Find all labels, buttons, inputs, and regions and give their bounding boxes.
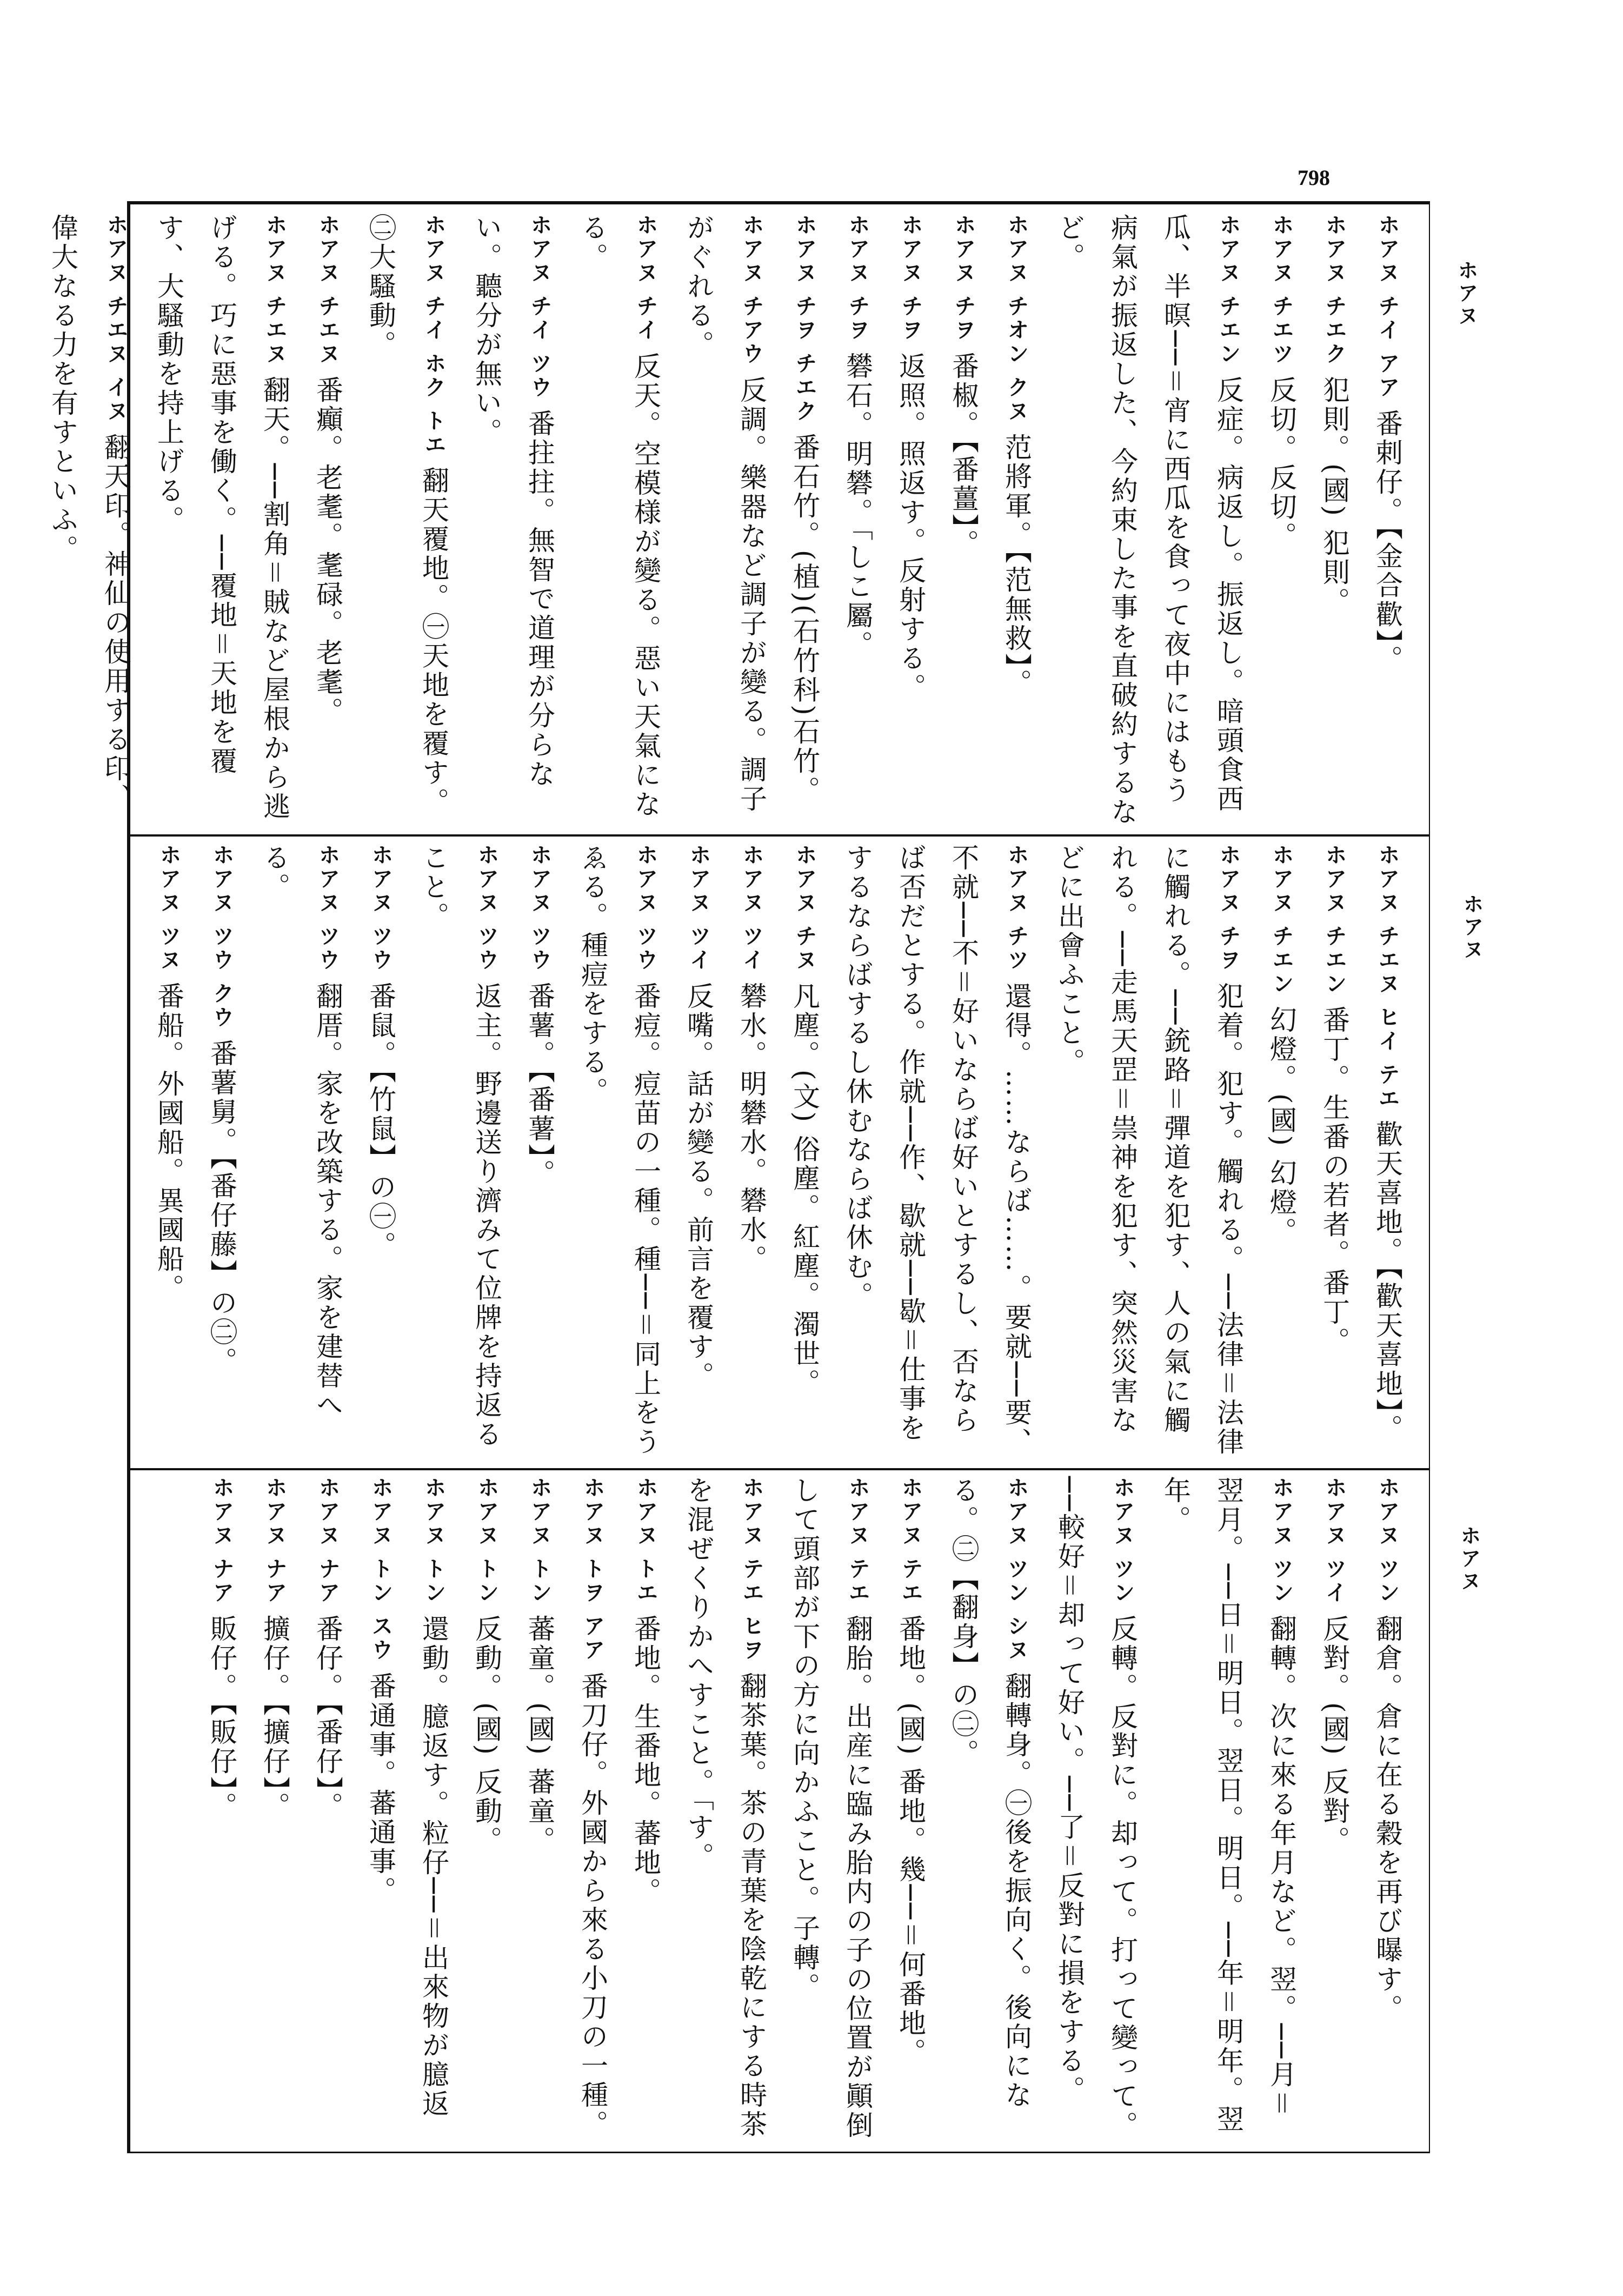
dictionary-entry	[672, 214, 778, 830]
dictionary-entry	[407, 844, 513, 1464]
entry-definition: 翻天。──割角＝賊など屋根から逃げる。巧に惡事を働く。──覆地＝天地を覆す、大騷動を持上げる。	[153, 214, 290, 822]
entry-headword: ホアヌ チエヌ イヌ	[103, 214, 128, 433]
entry-definition: 番薯。【番薯】。	[524, 981, 555, 1189]
entry-definition: 番剌仔。【金合歡】。	[1372, 409, 1403, 674]
entry-headword: ホアヌ ツウ	[315, 844, 340, 982]
running-header: ホアヌ	[1454, 260, 1478, 328]
entry-headword: ホアヌ ツイ	[1322, 1476, 1347, 1615]
entry-headword: ホアヌ チイ	[633, 214, 658, 352]
entry-definition: 反嘴。話が變る。前言を覆す。	[683, 981, 714, 1391]
dictionary-entry	[1149, 1476, 1308, 2147]
entry-definition: 蕃童。(國) 蕃童。	[524, 1614, 555, 1855]
dictionary-entry	[1308, 214, 1361, 830]
entry-definition: 番石竹。(植)(石竹科)石竹。	[789, 433, 820, 805]
entry-headword: ホアヌ チアウ	[739, 214, 764, 376]
entry-headword: ホアヌ チツ	[1004, 844, 1029, 982]
entry-definition: 番拄拄。無智で道理が分らない。聽分が無い。	[471, 214, 555, 789]
entry-headword: ホアヌ ツン	[1269, 1476, 1294, 1615]
dictionary-entry	[460, 214, 566, 830]
running-header: ホアヌ	[1457, 1525, 1481, 1593]
dictionary-entry	[937, 1476, 1043, 2147]
entry-definition: 番仔。【番仔】。	[312, 1614, 343, 1821]
dictionary-entry	[36, 214, 142, 830]
entry-definition: 反調。樂器など調子が變る。調子がぐれる。	[683, 214, 767, 814]
dictionary-section-top	[47, 214, 1430, 830]
entry-headword: ホアヌ テエ ヒヲ	[739, 1476, 764, 1672]
dictionary-section-middle	[132, 844, 1430, 1464]
entry-definition: 翻天覆地。㊀天地を覆す。㊁大騷動。	[365, 214, 449, 817]
entry-headword: ホアヌ チイ ホク トエ	[421, 214, 446, 467]
entry-headword: ホアヌ チエク	[1322, 214, 1347, 376]
dictionary-entry	[513, 1476, 566, 2147]
entry-definition: 番地。(國) 番地。幾──＝何番地。	[895, 1614, 926, 2067]
entry-headword: ホアヌ ツウ	[368, 844, 393, 982]
dictionary-entry	[1043, 844, 1255, 1464]
entry-headword: ホアヌ テエ	[845, 1476, 870, 1615]
entry-definition: 犯着。犯す。觸れる。──法律＝法律に觸れる。──銃路＝彈道を犯す、人の氣に觸れる。──走馬天罡＝祟神を犯す、突然災害などに出會ふこと。	[1054, 844, 1244, 1457]
entry-definition: 反天。空模様が變る。惡い天氣になる。	[577, 214, 661, 819]
entry-definition: 販仔。【販仔】。	[206, 1614, 237, 1821]
entry-headword: ホアヌ チヲ	[898, 214, 923, 352]
dictionary-entry	[195, 844, 248, 1464]
entry-definition: 反動。(國) 反動。	[471, 1614, 502, 1855]
dictionary-entry	[513, 844, 566, 1464]
entry-headword: ホアヌ チエヌ ヒイ テエ	[1375, 844, 1400, 1120]
entry-definition: 犯則。(國) 犯則。	[1319, 375, 1350, 616]
entry-definition: 番痘。痘苗の一種。種──＝同上をうゑる。種痘をする。	[577, 844, 661, 1457]
entry-headword: ホアヌ チエヌ	[262, 214, 287, 376]
dictionary-entry	[301, 1476, 354, 2147]
dictionary-entry	[566, 1476, 619, 2147]
running-header: ホアヌ	[1460, 893, 1484, 961]
entry-definition: 番通事。蕃通事。	[365, 1671, 396, 1906]
entry-headword: ホアヌ トン	[527, 1476, 552, 1615]
dictionary-entry	[195, 1476, 248, 2147]
entry-headword: ホアヌ ナア	[315, 1476, 340, 1615]
dictionary-entry	[248, 844, 354, 1464]
dictionary-entry	[672, 844, 725, 1464]
dictionary-entry	[460, 1476, 513, 2147]
entry-headword: ホアヌ トン	[421, 1476, 446, 1615]
entry-definition: 番鼠。【竹鼠】の㊀。	[365, 981, 396, 1260]
entry-definition: 反症。病返し。振返し。暗頭食西瓜、半暝──＝宵に西瓜を食って夜中にはもう病氣が振返した、今約束した事を直破約するなど。	[1054, 214, 1244, 827]
entry-headword: ホアヌ ツン	[1375, 1476, 1400, 1615]
entry-headword: ホアヌ チイ アア	[1375, 214, 1400, 409]
entry-definition: 番癲。老耄。耄碌。老耄。	[312, 375, 343, 726]
dictionary-entry	[301, 214, 354, 830]
dictionary-entry	[884, 1476, 937, 2147]
entry-definition: 翻轉身。㊀後を振向く。後向になる。㊁【翻身】の㊁。	[948, 1476, 1032, 2110]
entry-headword: ホアヌ ツウ	[527, 844, 552, 982]
entry-definition: 反對。(國) 反對。	[1319, 1614, 1350, 1855]
entry-definition: 翻轉。次に來る年月など。翌。──月＝翌月。──日＝明日。翌日。明日。──年＝明年。翌年。	[1160, 1476, 1297, 2134]
entry-headword: ホアヌ トエ	[633, 1476, 658, 1615]
entry-headword: ホアヌ チヲ	[951, 214, 976, 352]
entry-definition: 反切。反切。	[1266, 375, 1297, 551]
dictionary-entry	[831, 214, 884, 830]
dictionary-entry	[566, 844, 672, 1464]
entry-definition: 番船。外國船。異國船。	[153, 981, 184, 1303]
dictionary-entry	[1361, 214, 1414, 830]
entry-headword: ホアヌ チヲ	[1216, 844, 1241, 982]
entry-definition: 翻天印。神仙の使用する印、偉大なる力を有すといふ。	[47, 214, 131, 813]
dictionary-entry	[142, 844, 195, 1464]
entry-definition: 翻茶葉。茶の青葉を陰乾にする時茶を混ぜくりかへすこと。「す。	[683, 1476, 767, 2139]
entry-definition: 番椒。【番薑】。	[948, 351, 979, 559]
dictionary-entry	[566, 214, 672, 830]
entry-headword: ホアヌ ナア	[209, 1476, 234, 1615]
entry-headword: ホアヌ チヌ	[792, 844, 817, 982]
entry-headword: ホアヌ ツヌ	[156, 844, 181, 982]
dictionary-entry	[407, 1476, 460, 2147]
dictionary-entry	[1255, 844, 1308, 1464]
entry-definition: 擴仔。【擴仔】。	[259, 1614, 290, 1821]
dictionary-entry	[778, 1476, 884, 2147]
entry-headword: ホアヌ ナア	[262, 1476, 287, 1615]
dictionary-entry	[1043, 1476, 1149, 2147]
dictionary-entry	[1255, 214, 1308, 830]
dictionary-entry	[248, 1476, 301, 2147]
entry-headword: ホアヌ トン	[474, 1476, 499, 1615]
entry-headword: ホアヌ ツウ	[474, 844, 499, 982]
entry-headword: ホアヌ チヲ チエク	[792, 214, 817, 433]
entry-definition: 番薯舅。【番仔藤】の㊁。	[206, 1039, 237, 1376]
entry-headword: ホアヌ チエツ	[1269, 214, 1294, 376]
dictionary-entry	[831, 844, 1043, 1464]
entry-headword: ホアヌ ツイ	[739, 844, 764, 982]
entry-headword: ホアヌ ツウ クウ	[209, 844, 234, 1039]
entry-definition: 番刀仔。外國から來る小刀の一種。	[577, 1671, 608, 2139]
page-number: 798	[1298, 165, 1330, 190]
dictionary-entry	[619, 1476, 672, 2147]
dictionary-entry	[1308, 1476, 1361, 2147]
entry-headword: ホアヌ トン スウ	[368, 1476, 393, 1672]
entry-headword: ホアヌ ツイ	[686, 844, 711, 982]
dictionary-entry	[725, 844, 778, 1464]
dictionary-entry	[1361, 1476, 1414, 2147]
entry-definition: 番丁。生番の若者。番丁。	[1319, 1005, 1350, 1356]
dictionary-entry	[672, 1476, 778, 2147]
entry-headword: ホアヌ ツン	[1110, 1476, 1135, 1615]
entry-definition: 凡塵。(文) 俗塵。紅塵。濁世。	[789, 981, 820, 1398]
entry-definition: 返照。照返す。反射する。	[895, 351, 926, 702]
dictionary-entry	[990, 214, 1043, 830]
dictionary-entry	[354, 214, 460, 830]
entry-headword: ホアヌ ツン シヌ	[1004, 1476, 1029, 1672]
section-divider	[127, 1468, 1430, 1470]
dictionary-entry	[354, 844, 407, 1464]
entry-headword: ホアヌ ツウ	[633, 844, 658, 982]
entry-headword: ホアヌ テエ	[898, 1476, 923, 1615]
entry-headword: ホアヌ チエン	[1269, 844, 1294, 1006]
dictionary-entry	[1043, 214, 1255, 830]
dictionary-entry	[1361, 844, 1414, 1464]
entry-headword: ホアヌ チイ ツウ	[527, 214, 552, 409]
entry-headword: ホアヌ チエン	[1216, 214, 1241, 376]
entry-definition: 還動。臆返す。粒仔──＝出來物が臆返	[418, 1614, 449, 2119]
entry-definition: 還得。……ならば……。要就──要、不就──不＝好いならば好いとするし、否ならば否だとする。作就──作、歇就──歇＝仕事をするならばするし休むならば休む。	[842, 844, 1032, 1457]
dictionary-entry	[142, 214, 301, 830]
entry-definition: 范將軍。【范無救】。	[1001, 433, 1032, 698]
dictionary-section-bottom	[132, 1476, 1430, 2147]
dictionary-entry	[937, 214, 990, 830]
entry-definition: 翻倉。倉に在る穀を再び曝す。	[1372, 1614, 1403, 2023]
entry-headword: ホアヌ チヲ	[845, 214, 870, 352]
section-divider	[127, 834, 1430, 837]
dictionary-entry	[884, 214, 937, 830]
entry-headword: ホアヌ チエヌ	[315, 214, 340, 376]
entry-definition: 礬石。明礬。「しこ屬。	[842, 351, 873, 660]
dictionary-entry	[778, 214, 831, 830]
dictionary-entry	[778, 844, 831, 1464]
entry-headword: ホアヌ トヲ アア	[580, 1476, 605, 1672]
entry-definition: 幻燈。(國) 幻燈。	[1266, 1005, 1297, 1246]
entry-definition: 礬水。明礬水。礬水。	[736, 981, 767, 1274]
entry-headword: ホアヌ チエン	[1322, 844, 1347, 1006]
entry-definition: 返主。野邊送り濟みて位牌を持返ること。	[418, 844, 502, 1449]
dictionary-entry	[1308, 844, 1361, 1464]
entry-headword: ホアヌ チオン クヌ	[1004, 214, 1029, 433]
dictionary-entry	[354, 1476, 407, 2147]
entry-definition: 歡天喜地。【歡天喜地】。	[1372, 1120, 1403, 1444]
entry-definition: 翻胎。出産に臨み胎内の子の位置が顚倒して頭部が下の方に向かふこと。子轉。	[789, 1476, 873, 2140]
entry-definition: 反轉。反對に。却って。打って變って。──較好＝却って好い。──了＝反對に損をする。	[1054, 1476, 1138, 2140]
entry-definition: 番地。生番地。蕃地。	[630, 1614, 661, 1907]
entry-definition: 翻厝。家を改築する。家を建替へる。	[259, 844, 343, 1420]
